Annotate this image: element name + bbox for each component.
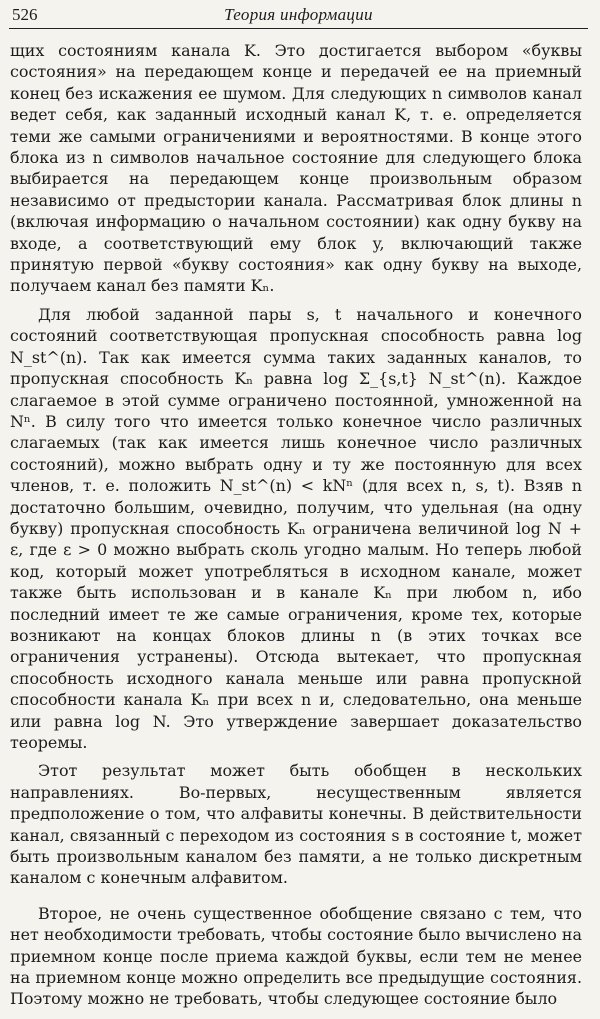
running-title: Теория информации — [224, 5, 373, 24]
paragraph-1: щих состояниям канала K. Это достигается выбором «буквы состояния» на передающем конце и передачей ее на приемный конец без искажения ее шумом. Для следующих n символов канал ведет себя, как заданный исходный канал K, т. е. определяется теми же самыми ограничениями и вероятностями. В конце этого блока из n символов начальное состояние для следующего блока выбирается на передающем конце произвольным образом независимо от предыстории канала. Рассматривая блок длины n (включая информацию о начальном состоянии) как одну букву на входе, а соответствующий ему блок y, включающий также принятую первой «букву состояния» как одну букву на выходе, получаем канал без памяти Kₙ. — [10, 41, 582, 296]
paragraph-2: Для любой заданной пары s, t начального и конечного состояний соответствующая пропускная способность равна log N_st^(n). Так как имеется сумма таких заданных каналов, то пропускная способность Kₙ равна log Σ_{s,t} N_st^(n). Каждое слагаемое в этой сумме ограничено постоянной, умноженной на Nⁿ. В силу того что имеется только конечное число различных слагаемых (так как имеется лишь конечное число различных состояний), можно выбрать одну и ту же постоянную для всех членов, т. е. положить N_st^(n) < kNⁿ (для всех n, s, t). Взяв n достаточно большим, очевидно, получим, что удельная (на одну букву) пропускная способность Kₙ ограничена величиной log N + ε, где ε > 0 можно выбрать сколь угодно малым. Но теперь любой код, который может употребляться в исходном канале, может также быть использован и в канале Kₙ при любом n, ибо последний имеет те же самые ограничения, кроме тех, которые возникают на концах блоков длины n (в этих точках все ограничения устранены). Отсюда вытекает, что пропускная способность исходного канала меньше или равна пропускной способности канала Kₙ при всех n и, следовательно, она меньше или равна log N. Это утверждение завершает доказательство теоремы. — [10, 304, 582, 752]
page-body — [10, 40, 582, 1019]
page-number: 526 — [12, 5, 38, 24]
page-header — [9, 2, 588, 29]
paragraph-3: Этот результат может быть обобщен в нескольких направлениях. Во-первых, несущественным является предположение о том, что алфавиты конечны. В действительности канал, связанный с переходом из состояния s в состояние t, может быть произвольным каналом без памяти, а не только дискретным каналом с конечным алфавитом. — [10, 761, 582, 888]
paragraph-4: Второе, не очень существенное обобщение связано с тем, что нет необходимости требовать, чтобы состояние было вычислено на приемном конце после приема каждой буквы, если тем не менее на приемном конце можно определить все предыдущие состояния. Поэтому можно не требовать, чтобы следующее состояние было — [10, 903, 582, 1009]
